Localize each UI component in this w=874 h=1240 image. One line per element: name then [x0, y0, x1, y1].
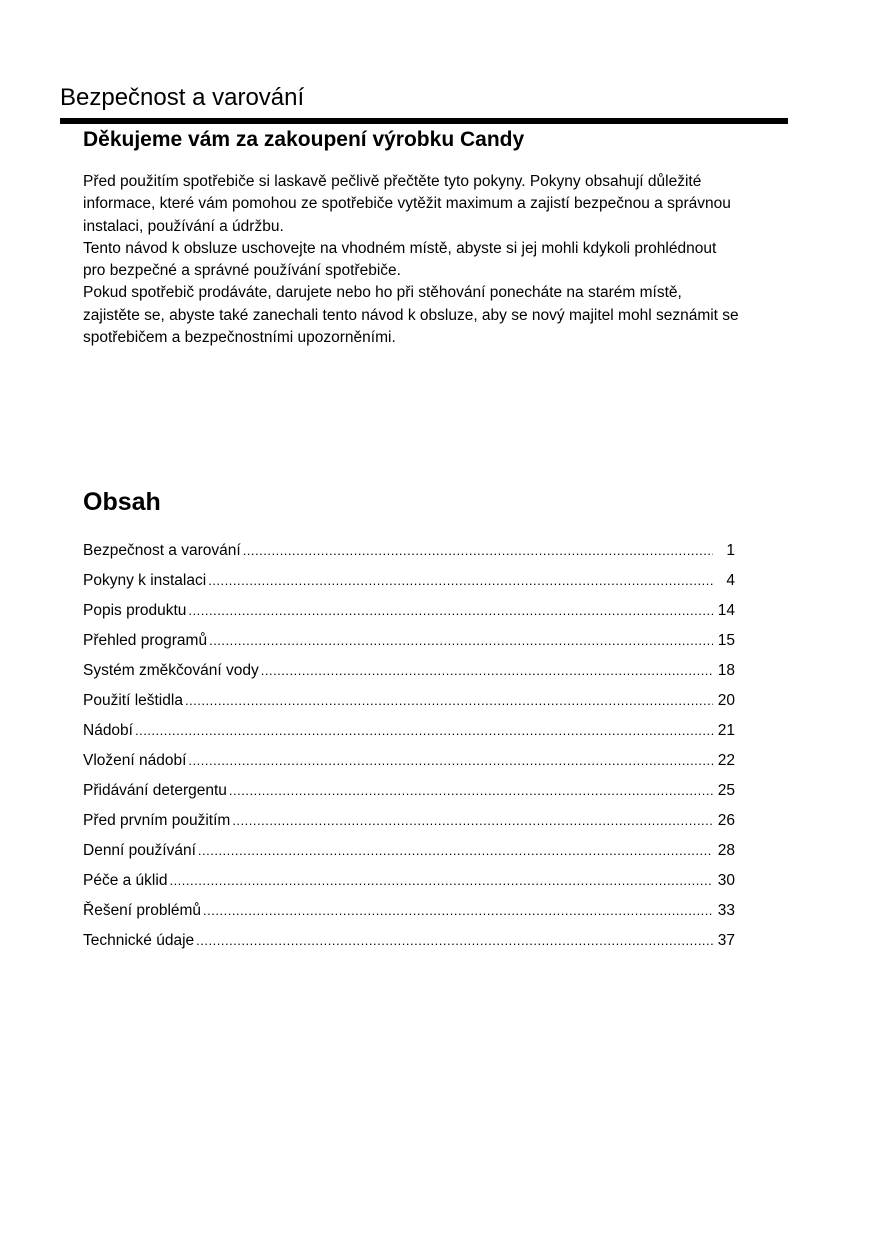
toc-leader-dots [185, 693, 713, 708]
toc-entry-page: 26 [717, 812, 735, 829]
toc-entry-label: Denní používání [83, 842, 196, 859]
toc-entry-page: 1 [726, 542, 735, 559]
table-of-contents [83, 542, 735, 962]
toc-leader-dots [232, 813, 713, 828]
intro-line: zajistěte se, abyste také zanechali tento návod k obsluze, aby se nový majitel mohl seznámit se [83, 306, 739, 324]
toc-leader-dots [188, 603, 713, 618]
toc-entry[interactable] [83, 752, 735, 782]
intro-line: Pokud spotřebič prodáváte, darujete nebo ho při stěhování ponecháte na starém místě, [83, 284, 682, 302]
toc-entry-page: 33 [717, 902, 735, 919]
header-rule [60, 118, 788, 124]
toc-leader-dots [196, 933, 713, 948]
intro-line: Před použitím spotřebiče si laskavě pečlivě přečtěte tyto pokyny. Pokyny obsahují důležité [83, 173, 702, 190]
toc-leader-dots [135, 723, 713, 738]
toc-entry-page: 37 [717, 932, 735, 949]
toc-leader-dots [229, 783, 713, 798]
intro-line: pro bezpečné a správné používání spotřebiče. [83, 262, 401, 280]
toc-entry[interactable] [83, 812, 735, 842]
toc-leader-dots [203, 903, 713, 918]
toc-entry-label: Technické údaje [83, 932, 195, 949]
intro-paragraph [83, 171, 803, 349]
toc-entry-label: Popis produktu [83, 602, 187, 619]
toc-entry[interactable] [83, 842, 735, 872]
toc-entry[interactable] [83, 662, 735, 692]
toc-entry[interactable] [83, 872, 735, 902]
toc-entry[interactable] [83, 632, 735, 662]
toc-heading: Obsah [83, 488, 161, 516]
toc-leader-dots [188, 753, 713, 768]
toc-entry-label: Použití leštidla [83, 692, 183, 709]
toc-entry-page: 20 [717, 692, 735, 709]
toc-entry-page: 21 [717, 722, 735, 739]
intro-line: instalaci, používání a údržbu. [83, 217, 284, 235]
toc-entry-page: 4 [726, 572, 735, 589]
toc-entry-page: 22 [717, 752, 735, 769]
intro-line: Tento návod k obsluze uschovejte na vhodném místě, abyste si jej mohli kdykoli prohlédnout [83, 239, 717, 257]
toc-entry-label: Přehled programů [83, 632, 208, 649]
toc-entry-page: 15 [717, 632, 735, 649]
toc-entry-page: 25 [717, 782, 735, 799]
toc-entry[interactable] [83, 932, 735, 962]
toc-entry-label: Péče a úklid [83, 872, 168, 889]
toc-entry-label: Před prvním použitím [83, 812, 231, 829]
toc-entry[interactable] [83, 572, 735, 602]
toc-entry-label: Bezpečnost a varování [83, 542, 241, 559]
toc-entry[interactable] [83, 722, 735, 752]
toc-entry[interactable] [83, 692, 735, 722]
intro-line: spotřebičem a bezpečnostními upozorněními. [83, 329, 396, 347]
toc-entry[interactable] [83, 542, 735, 572]
toc-entry-page: 28 [717, 842, 735, 859]
toc-entry-label: Přidávání detergentu [83, 782, 227, 799]
toc-entry[interactable] [83, 602, 735, 632]
toc-leader-dots [169, 873, 713, 888]
toc-entry[interactable] [83, 902, 735, 932]
toc-entry-page: 14 [717, 602, 735, 619]
toc-entry-label: Nádobí [83, 722, 133, 739]
toc-leader-dots [261, 663, 713, 678]
toc-leader-dots [243, 543, 713, 558]
toc-entry-page: 30 [717, 872, 735, 889]
toc-leader-dots [209, 633, 713, 648]
section-header: Bezpečnost a varování [60, 84, 305, 111]
toc-entry[interactable] [83, 782, 735, 812]
toc-entry-label: Vložení nádobí [83, 752, 187, 769]
toc-leader-dots [198, 843, 713, 858]
thanks-heading: Děkujeme vám za zakoupení výrobku Candy [83, 128, 525, 151]
toc-entry-page: 18 [717, 662, 735, 679]
toc-entry-label: Řešení problémů [83, 902, 202, 919]
toc-entry-label: Systém změkčování vody [83, 662, 259, 679]
toc-leader-dots [208, 573, 713, 588]
toc-entry-label: Pokyny k instalaci [83, 572, 207, 589]
intro-line: informace, které vám pomohou ze spotřebiče vytěžit maximum a zajistí bezpečnou a správnou [83, 195, 731, 213]
